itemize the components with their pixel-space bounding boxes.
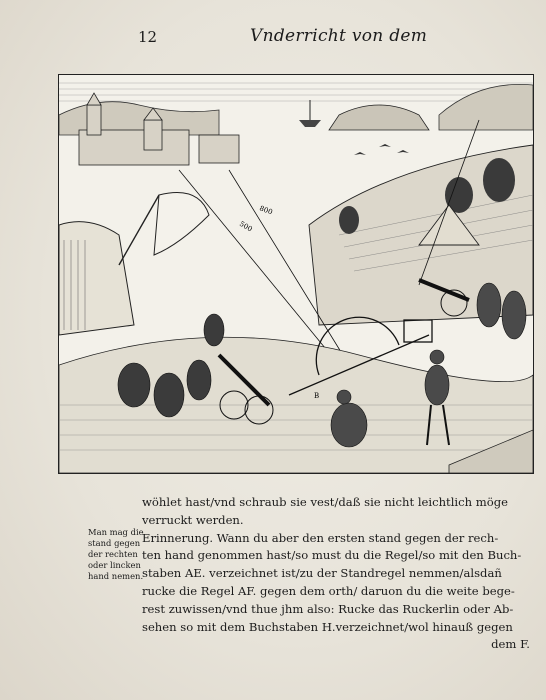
ship bbox=[299, 120, 321, 127]
distance-label-500: 500 bbox=[238, 219, 254, 234]
text-line: ten hand genommen hast/so must du die Regel/so mit den Buch- bbox=[142, 548, 522, 563]
text-line: staben AE. verzeichnet ist/zu der Standregel nemmen/alsdañ bbox=[142, 566, 502, 581]
text-line: rest zuwissen/vnd thue jhm also: Rucke das Ruckerlin oder Ab- bbox=[142, 601, 514, 616]
text-line: wöhlet hast/vnd schraub sie vest/daß sie nicht leichtlich möge bbox=[142, 495, 509, 509]
island-castle bbox=[329, 105, 429, 130]
text-line: Erinnerung. Wann du aber den ersten stand gegen der rech- bbox=[142, 530, 499, 545]
text-line: dem F. bbox=[491, 637, 530, 652]
woodcut-drawing bbox=[59, 75, 533, 473]
text-line: sehen so mit dem Buchstaben H.verzeichnet/wol hinauß gegen bbox=[142, 619, 513, 634]
woodcut-illustration bbox=[58, 74, 534, 474]
margin-note-line: der rechten bbox=[88, 549, 138, 559]
text-line: verruckt werden. bbox=[142, 512, 244, 527]
hill-right bbox=[439, 84, 533, 130]
margin-note-line: Man mag die bbox=[88, 527, 144, 537]
distance-label-800: 800 bbox=[258, 204, 274, 217]
sky-hatching bbox=[59, 83, 533, 101]
flag bbox=[154, 193, 209, 256]
page-header bbox=[138, 26, 438, 50]
margin-note-line: stand gegen bbox=[88, 538, 141, 548]
margin-note-line: hand nemen. bbox=[88, 571, 144, 581]
page-number: 12 bbox=[138, 28, 158, 46]
instrument-label-b: B bbox=[314, 392, 320, 400]
tower bbox=[59, 222, 134, 335]
flagpole bbox=[119, 195, 159, 265]
birds bbox=[354, 144, 409, 155]
body-text bbox=[142, 494, 542, 654]
text-line: rucke die Regel AF. gegen dem orth/ daruon du die weite bege- bbox=[142, 583, 515, 598]
margin-note-line: oder lincken bbox=[88, 560, 141, 570]
running-head: Vnderricht von dem bbox=[250, 26, 428, 46]
